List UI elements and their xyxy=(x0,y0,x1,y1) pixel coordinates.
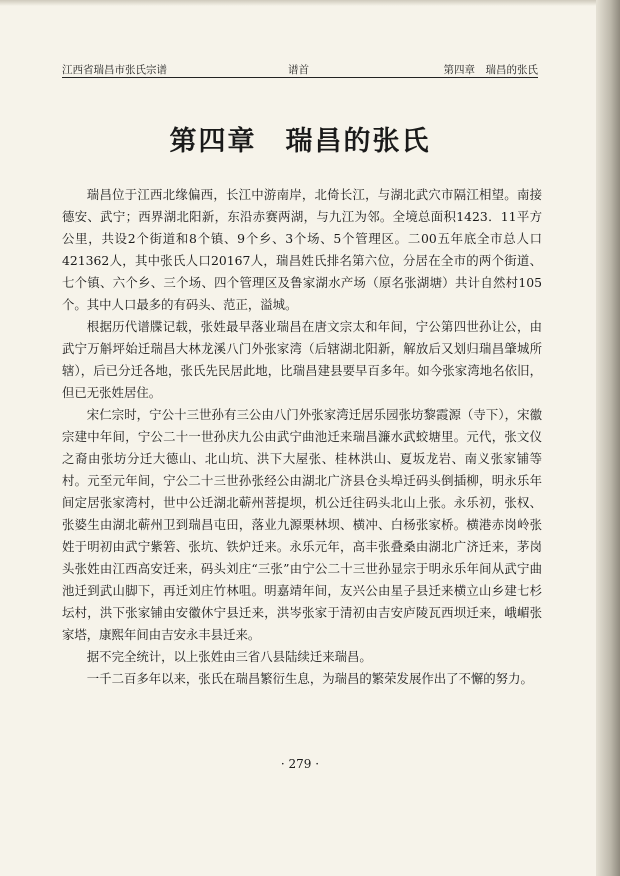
header-book-title: 江西省瑞昌市张氏宗谱 xyxy=(62,64,167,76)
running-header xyxy=(62,60,538,78)
paragraph-earliest-settlement: 根据历代谱牒记载，张姓最早落业瑞昌在唐文宗太和年间，宁公第四世孙让公，由武宁万斛坪始迁瑞昌大林龙溪八门外张家湾（后辖湖北阳新，解放后又划归瑞昌肇城所辖），后已分迁各地，张氏先民居此地，比瑞昌建县要早百多年。如今张家湾地名依旧，但已无张姓居住。 xyxy=(62,319,542,400)
chapter-title: 第四章 瑞昌的张氏 xyxy=(169,126,431,157)
paragraph-geography: 瑞昌位于江西北缘偏西，长江中游南岸，北倚长江，与湖北武穴市隔江相望。南接德安、武宁；西界湖北阳新，东沿赤赛两湖，与九江为邻。全境总面积1423．11平方公里，共设2个街道和8个镇、9个乡、3个场、5个管理区。二00五年底全市总人口421362人，其中张氏人口20167人，瑞昌姓氏排名第六位，分居在全市的两个街道、七个镇、六个乡、三个场、四个管理区及鲁家湖水产场（原名张湖塘）共计自然村105个。其中人口最多的有码头、范正，溢城。 xyxy=(62,187,542,312)
header-section: 谱首 xyxy=(288,64,309,76)
paragraph-conclusion: 一千二百多年以来，张氏在瑞昌繁衍生息，为瑞昌的繁荣发展作出了不懈的努力。 xyxy=(86,671,533,686)
paragraph-migrations: 宋仁宗时，宁公十三世孙有三公由八门外张家湾迁居乐园张坊黎霞源（寺下），宋徽宗建中年间，宁公二十一世孙庆九公由武宁曲池迁来瑞昌濂水武蛟塘里。元代，张文仪之裔由张坊分迁大德山、北山坑、洪下大屋张、桂林洪山、夏坂龙岩、南义张家铺等村。元至元年间，宁公二十三世孙张经公由湖北广济县仓头埠迁码头倒插柳，明永乐年间定居张家湾村，世中公迁湖北蕲州菩提坝，机公迁往码头北山上张。永乐初，张权、张婆生由湖北蕲州卫到瑞昌屯田，落业九源栗林坝、横冲、白杨张家桥。横港赤岗岭张姓于明初由武宁紫箬、张坑、铁炉迁来。永乐元年，高丰张叠桑由湖北广济迁来，茅岗头张姓由江西高安迁来，码头刘庄“三张”由宁公二十三世孙显宗于明永乐年间从武宁曲池迁到武山脚下，再迁刘庄竹林咀。明嘉靖年间，友兴公由星子县迁来横立山乡建七杉坛村，洪下张家铺由安徽休宁县迁来，洪岑张家于清初由吉安庐陵瓦西坝迁来，峨嵋张家塔，康熙年间由吉安永丰县迁来。 xyxy=(62,407,542,642)
scan-edge xyxy=(0,0,620,6)
paragraph-statistics: 据不完全统计，以上张姓由三省八县陆续迁来瑞昌。 xyxy=(86,649,372,664)
header-chapter: 第四章 瑞昌的张氏 xyxy=(443,64,538,76)
page-number: · 279 · xyxy=(280,757,320,771)
chapter-body xyxy=(62,184,542,690)
header-rule xyxy=(62,77,538,78)
